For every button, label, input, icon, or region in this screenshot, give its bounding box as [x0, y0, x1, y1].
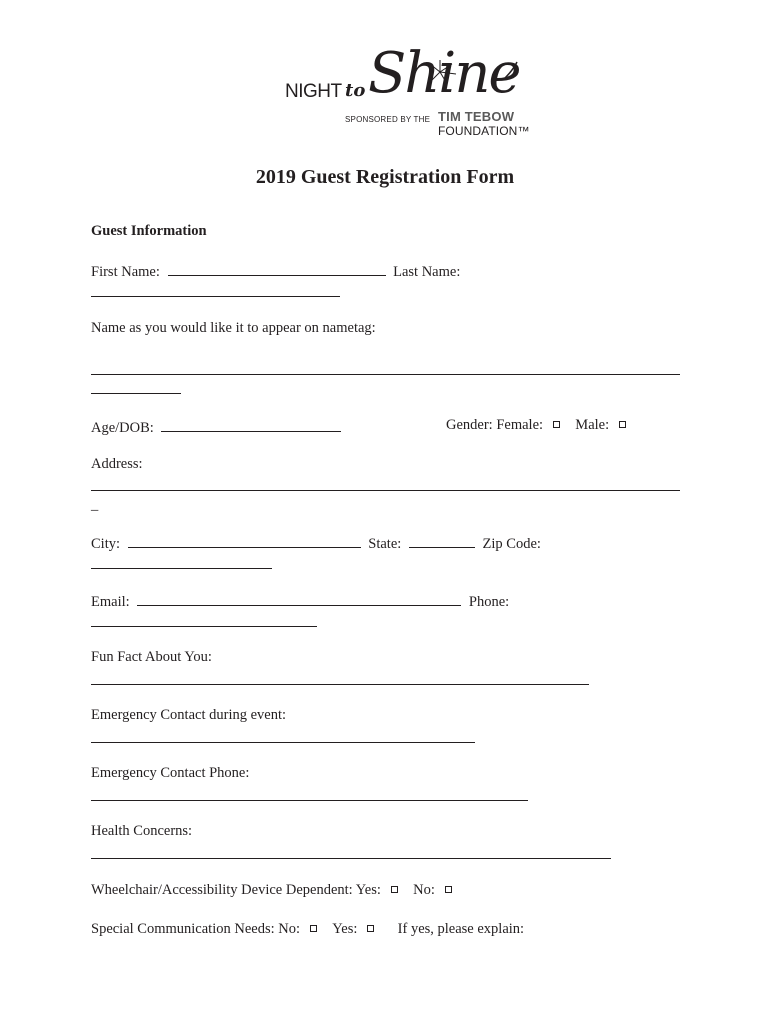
nametag-field[interactable] [91, 374, 680, 375]
state-field[interactable] [409, 533, 475, 548]
last-name-field[interactable] [91, 296, 340, 297]
wheelchair-no-checkbox[interactable] [445, 886, 452, 893]
fun-fact-field[interactable] [91, 684, 589, 685]
logo-night-text: NIGHT [285, 81, 342, 102]
special-comm-yes-checkbox[interactable] [367, 925, 374, 932]
emergency-phone-label: Emergency Contact Phone: [91, 765, 250, 781]
fun-fact-label: Fun Fact About You: [91, 649, 212, 665]
logo-to-text: to [345, 80, 366, 101]
wheelchair-yes-checkbox[interactable] [391, 886, 398, 893]
male-checkbox[interactable] [619, 421, 626, 428]
address-label: Address: [91, 456, 143, 472]
special-comm-row [91, 921, 524, 938]
nametag-field-continued[interactable] [91, 393, 181, 394]
city-label: City: [91, 536, 121, 552]
health-concerns-label: Health Concerns: [91, 823, 193, 839]
last-name-label: Last Name: [393, 264, 461, 280]
emergency-contact-field[interactable] [91, 742, 475, 743]
special-comm-no-label: Special Communication Needs: No: [91, 921, 301, 937]
special-comm-yes-label: Yes: [332, 921, 358, 937]
email-label: Email: [91, 594, 130, 610]
phone-label: Phone: [468, 594, 510, 610]
address-stray-mark: _ [91, 497, 99, 513]
phone-field[interactable] [91, 626, 317, 627]
city-row [91, 533, 541, 553]
night-to-shine-logo [0, 0, 770, 150]
gender-female-label: Gender: Female: [446, 417, 544, 433]
state-label: State: [368, 536, 402, 552]
female-checkbox[interactable] [553, 421, 560, 428]
age-row [91, 417, 341, 437]
city-field[interactable] [128, 533, 361, 548]
health-concerns-field[interactable] [91, 858, 611, 859]
special-comm-no-checkbox[interactable] [310, 925, 317, 932]
gender-row [446, 417, 626, 434]
age-dob-field[interactable] [161, 417, 341, 432]
emergency-phone-field[interactable] [91, 800, 528, 801]
logo-tim-tebow-text: TIM TEBOW [438, 109, 515, 124]
first-name-label: First Name: [91, 264, 160, 280]
male-label: Male: [575, 417, 610, 433]
logo-shine-text: Shine [368, 41, 520, 106]
address-field[interactable] [91, 490, 680, 491]
zip-code-field[interactable] [91, 568, 272, 569]
logo-foundation-text: FOUNDATION™ [438, 124, 530, 138]
wheelchair-no-label: No: [413, 882, 435, 898]
nametag-label: Name as you would like it to appear on nametag: [91, 320, 376, 336]
form-title: 2019 Guest Registration Form [255, 166, 515, 188]
wheelchair-yes-label: Wheelchair/Accessibility Device Dependent: Yes: [91, 882, 381, 898]
section-heading-guest-info: Guest Information [91, 223, 207, 239]
age-label: Age/DOB: [91, 420, 154, 436]
email-field[interactable] [137, 591, 461, 606]
explain-label: If yes, please explain: [397, 921, 525, 937]
email-row [91, 591, 509, 611]
name-row [91, 261, 460, 281]
zip-code-label: Zip Code: [482, 536, 541, 552]
wheelchair-row [91, 882, 452, 899]
logo-sponsored-text: SPONSORED BY THE [345, 115, 431, 124]
first-name-field[interactable] [168, 261, 386, 276]
emergency-contact-label: Emergency Contact during event: [91, 707, 287, 723]
